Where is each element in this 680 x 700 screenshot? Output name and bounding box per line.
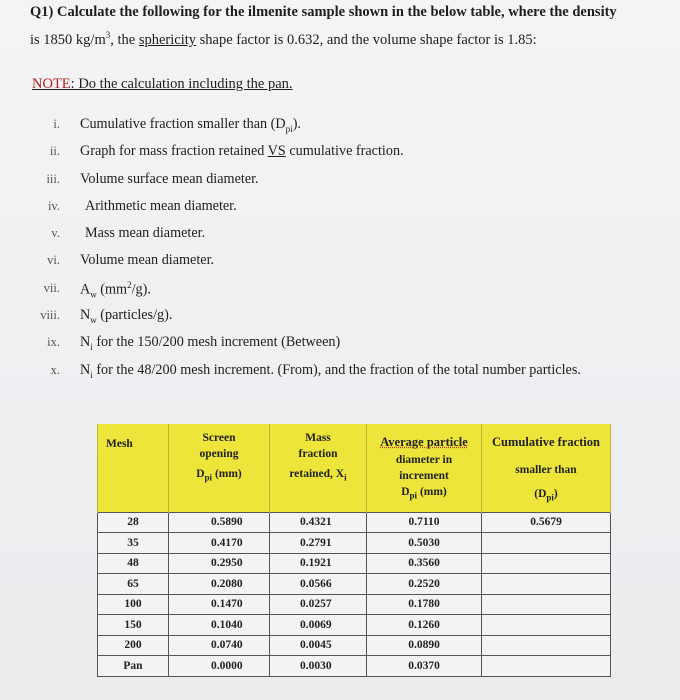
cell-mass: 0.1921 <box>270 553 367 574</box>
cell-mass: 0.0045 <box>270 635 367 656</box>
table-row <box>98 635 611 656</box>
item-after: for the 48/200 mesh increment. (From), and the fraction of the total number particles. <box>92 361 581 378</box>
question-text-b-post: shape factor is 0.632, and the volume shape factor is 1.85: <box>196 31 537 48</box>
table-row <box>98 553 611 574</box>
table-row <box>98 533 611 554</box>
cell-mesh: 100 <box>98 594 169 615</box>
item-numeral: v. <box>51 226 60 241</box>
table-header-row <box>98 424 611 512</box>
list-item <box>20 171 660 198</box>
cell-avg: 0.2520 <box>367 574 482 595</box>
cell-cum <box>482 656 611 677</box>
item-sup: 2 <box>127 279 132 290</box>
item-after: (particles/g). <box>96 307 173 324</box>
cell-cum <box>482 615 611 636</box>
header-mesh: Mesh <box>98 424 169 512</box>
table-row <box>98 615 611 636</box>
item-numeral: i. <box>53 117 60 131</box>
cell-mesh: 28 <box>98 512 169 533</box>
item-after2: /g). <box>131 281 151 298</box>
cell-avg: 0.3560 <box>367 553 482 574</box>
cell-mass: 0.4321 <box>270 512 367 533</box>
question-text-b-pre: is 1850 kg/m <box>30 31 106 48</box>
list-item <box>20 280 660 307</box>
note-text: : Do the calculation including the pan. <box>70 76 293 92</box>
item-text: N <box>80 361 91 378</box>
particle-size-table <box>97 424 611 677</box>
item-text: Mass mean diameter. <box>85 225 206 242</box>
list-item <box>20 116 660 143</box>
item-sub: pi <box>285 123 293 134</box>
question-text-b-mid: , the <box>110 31 139 48</box>
header-mass-fraction: Mass fraction retained, $X_i$ <box>270 424 367 512</box>
item-numeral: vii. <box>43 280 60 295</box>
note-line <box>32 76 293 93</box>
item-numeral: viii. <box>40 308 60 323</box>
question-line-1 <box>30 4 617 21</box>
list-item <box>20 143 660 170</box>
cell-cum <box>482 635 611 656</box>
item-after: cumulative fraction. <box>285 143 404 160</box>
item-text: Arithmetic mean diameter. <box>85 197 237 214</box>
cell-opening: 0.0740 <box>169 635 270 656</box>
cell-mesh: 48 <box>98 553 169 574</box>
header-average-diameter: Average particle diameter in increment $D_{pi}$ (mm) <box>367 424 482 512</box>
task-list <box>20 116 660 389</box>
list-item <box>20 225 660 252</box>
cell-mass: 0.0030 <box>270 656 367 677</box>
cell-mass: 0.0566 <box>270 574 367 595</box>
cell-mesh: 200 <box>98 635 169 656</box>
cell-opening: 0.5890 <box>169 512 270 533</box>
cell-cum <box>482 594 611 615</box>
list-item <box>20 307 660 334</box>
item-text: A <box>80 281 91 298</box>
cell-avg: 0.1780 <box>367 594 482 615</box>
cell-cum <box>482 533 611 554</box>
question-line-2 <box>30 30 537 49</box>
item-numeral: vi. <box>47 253 60 268</box>
item-numeral: x. <box>50 362 60 377</box>
item-sub: i <box>90 342 93 353</box>
cell-opening: 0.2950 <box>169 553 270 574</box>
list-item <box>20 198 660 225</box>
cell-opening: 0.4170 <box>169 533 270 554</box>
item-text: N <box>80 307 91 324</box>
item-numeral: ix. <box>47 335 60 350</box>
sphericity-word: sphericity <box>138 31 197 48</box>
table-row <box>98 656 611 677</box>
cell-mesh: Pan <box>98 656 169 677</box>
cell-cum: 0.5679 <box>482 512 611 533</box>
cell-mesh: 35 <box>98 533 169 554</box>
header-cumulative-fraction: Cumulative fraction smaller than $(D_{pi})$ <box>482 424 611 512</box>
question-text-a: Calculate the following for the ilmenite sample shown in the below table, where the density <box>56 4 617 20</box>
list-item <box>20 252 660 279</box>
item-underlined: VS <box>267 143 286 160</box>
item-text: N <box>80 334 91 351</box>
list-item <box>20 334 660 361</box>
item-text: Volume surface mean diameter. <box>80 170 259 187</box>
cell-avg: 0.1260 <box>367 615 482 636</box>
cell-opening: 0.0000 <box>169 656 270 677</box>
header-screen-opening: Screen opening $D_{pi}$ (mm) <box>169 424 270 512</box>
item-text: Volume mean diameter. <box>80 252 215 269</box>
cell-avg: 0.5030 <box>367 533 482 554</box>
cell-cum <box>482 574 611 595</box>
cell-avg: 0.7110 <box>367 512 482 533</box>
table-row <box>98 594 611 615</box>
question-number: Q1) <box>30 4 54 20</box>
item-after: ). <box>292 116 301 132</box>
question-text-b-sup: 3 <box>105 30 111 40</box>
item-sub: w <box>90 289 97 300</box>
table-row <box>98 574 611 595</box>
item-numeral: ii. <box>49 144 60 159</box>
cell-avg: 0.0370 <box>367 656 482 677</box>
note-label: NOTE <box>32 76 71 92</box>
list-item <box>20 362 660 389</box>
item-text: Graph for mass fraction retained <box>80 143 268 160</box>
item-sub: i <box>90 369 93 380</box>
cell-mass: 0.2791 <box>270 533 367 554</box>
cell-mesh: 150 <box>98 615 169 636</box>
cell-mass: 0.0069 <box>270 615 367 636</box>
item-text: Cumulative fraction smaller than (D <box>80 116 286 132</box>
cell-opening: 0.2080 <box>169 574 270 595</box>
table-row <box>98 512 611 533</box>
cell-opening: 0.1470 <box>169 594 270 615</box>
cell-mesh: 65 <box>98 574 169 595</box>
item-numeral: iii. <box>46 171 60 186</box>
cell-avg: 0.0890 <box>367 635 482 656</box>
cell-mass: 0.0257 <box>270 594 367 615</box>
cell-opening: 0.1040 <box>169 615 270 636</box>
cell-cum <box>482 553 611 574</box>
item-after: (mm <box>96 281 128 298</box>
item-numeral: iv. <box>47 198 60 213</box>
item-after: for the 150/200 mesh increment (Between) <box>92 334 341 351</box>
item-sub: w <box>90 314 97 325</box>
